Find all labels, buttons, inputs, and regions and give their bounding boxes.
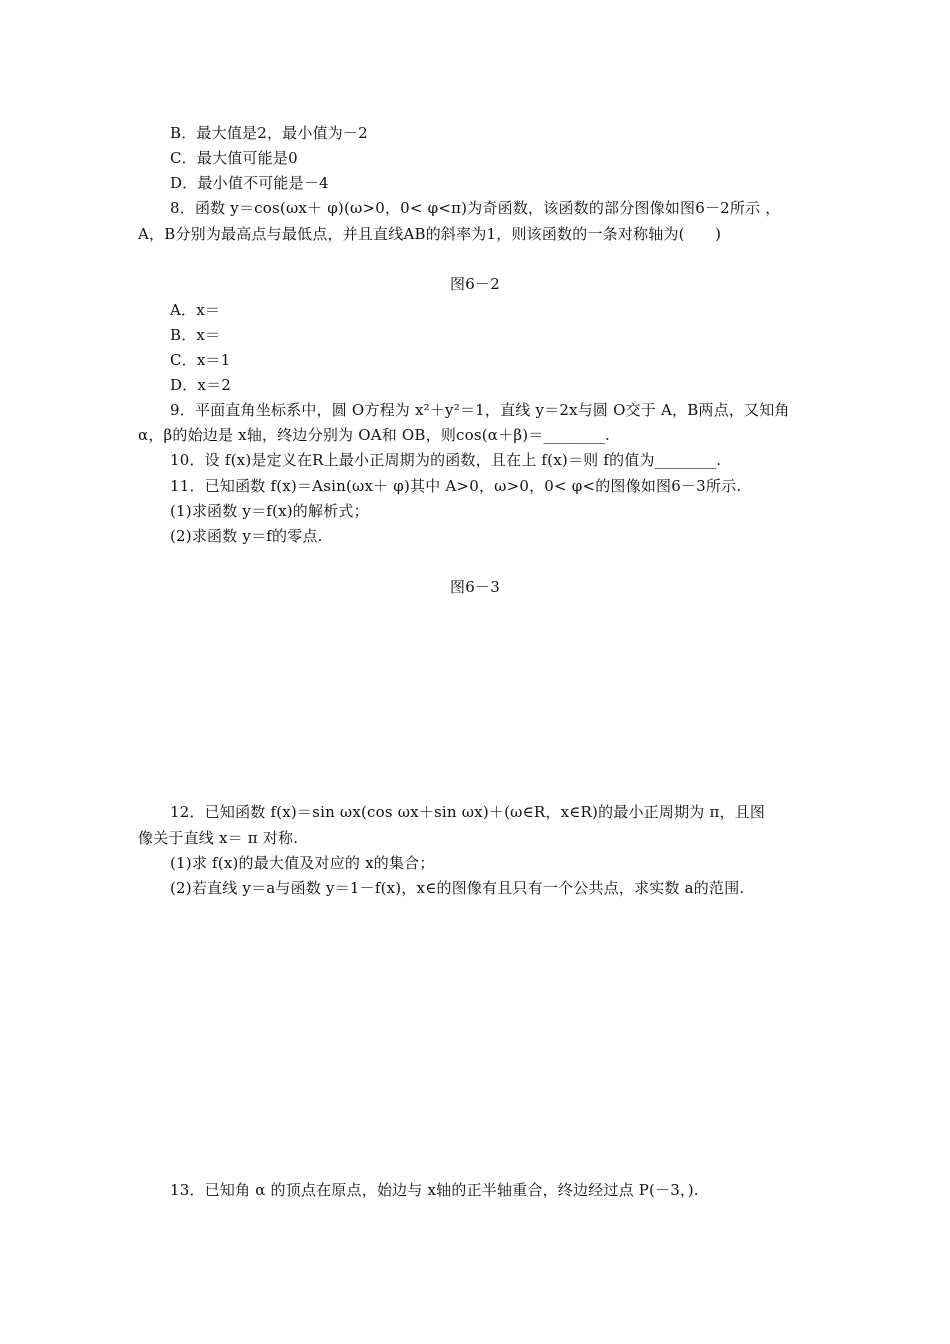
question-8-option-d: D．x＝2 bbox=[170, 376, 232, 394]
option-d-prev: D．最小值不可能是－4 bbox=[170, 174, 329, 192]
question-12-part-2: (2)若直线 y＝a与函数 y＝1－f(x)，x∈的图像有且只有一个公共点，求实数 a的范围. bbox=[170, 879, 745, 897]
question-11: 11．已知函数 f(x)＝Asin(ωx＋ φ)其中 A>0，ω>0，0< φ<的图像如图6－3所示. bbox=[170, 477, 742, 495]
question-10: 10．设 f(x)是定义在R上最小正周期为的函数，且在上 f(x)＝则 f的值为________. bbox=[170, 451, 722, 469]
figure-caption-6-2: 图6－2 bbox=[450, 275, 500, 293]
question-8-option-c: C．x＝1 bbox=[170, 351, 231, 369]
question-8-line-1: 8．函数 y＝cos(ωx＋ φ)(ω>0，0< φ<π)为奇函数，该函数的部分图像如图6－2所示 ， bbox=[170, 199, 781, 217]
figure-caption-6-3: 图6－3 bbox=[450, 578, 500, 596]
question-8-line-2: A，B分别为最高点与最低点，并且直线AB的斜率为1，则该函数的一条对称轴为( ) bbox=[138, 225, 722, 243]
question-11-part-2: (2)求函数 y＝f的零点. bbox=[170, 527, 323, 545]
question-8-option-a: A．x＝ bbox=[170, 301, 221, 319]
option-b-prev: B．最大值是2，最小值为－2 bbox=[170, 124, 368, 142]
question-11-part-1: (1)求函数 y＝f(x)的解析式； bbox=[170, 502, 369, 520]
question-9-line-1: 9．平面直角坐标系中，圆 O方程为 x²＋y²＝1，直线 y＝2x与圆 O交于 A，B两点，又知角 bbox=[170, 401, 790, 419]
question-8-option-b: B．x＝ bbox=[170, 326, 221, 344]
question-12-line-1: 12．已知函数 f(x)＝sin ωx(cos ωx＋sin ωx)＋(ω∈R，x∈R)的最小正周期为 π，且图 bbox=[170, 803, 766, 821]
question-12-part-1: (1)求 f(x)的最大值及对应的 x的集合； bbox=[170, 854, 435, 872]
question-12-line-2: 像关于直线 x＝ π 对称. bbox=[138, 829, 299, 847]
question-13: 13．已知角 α 的顶点在原点，始边与 x轴的正半轴重合，终边经过点 P(－3，). bbox=[170, 1181, 699, 1199]
option-c-prev: C．最大值可能是0 bbox=[170, 149, 298, 167]
question-9-line-2: α，β的始边是 x轴，终边分别为 OA和 OB，则cos(α＋β)＝________. bbox=[138, 426, 611, 444]
